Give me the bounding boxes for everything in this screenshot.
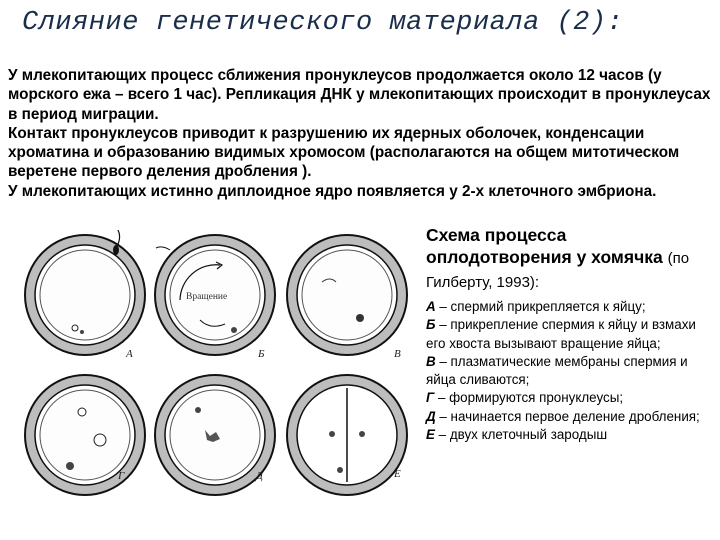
- caption-letter: В: [426, 353, 436, 369]
- panel-a: [20, 230, 150, 360]
- intro-paragraph-2: Контакт пронуклеусов приводит к разрушению их ядерных оболочек, конденсации хроматина и образованию видимых хромосом (располагаются на общем митотическом веретене первого деления дробления ).: [8, 124, 680, 181]
- caption-item: [426, 389, 716, 407]
- caption-text: – спермий прикрепляется к яйцу;: [435, 299, 646, 314]
- caption-source: (по Гилберту, 1993):: [426, 250, 690, 291]
- caption-item: [426, 298, 716, 316]
- panel-c: [282, 230, 412, 360]
- caption-text: – плазматические мембраны спермия и яйца сливаются;: [426, 353, 688, 388]
- page-title: Слияние генетического материала (2):: [22, 8, 624, 38]
- intro-text: [8, 66, 713, 201]
- figure-caption: [426, 224, 716, 444]
- panel-label-g: Г: [118, 470, 125, 482]
- caption-item: [426, 426, 716, 444]
- caption-body: [426, 298, 716, 444]
- panel-label-c: В: [394, 348, 401, 360]
- intro-paragraph-1: У млекопитающих процесс сближения пронуклеусов продолжается около 12 часов (у морского ежа – всего 1 час). Репликация ДНК у млекопитающих происходит в пронуклеусах в период миграции.: [8, 67, 711, 123]
- caption-text: – формируются пронуклеусы;: [434, 390, 624, 406]
- caption-letter: Г: [426, 390, 435, 406]
- panel-label-d: Д: [256, 470, 263, 482]
- intro-paragraph-3: У млекопитающих истинно диплоидное ядро появляется у 2-х клеточного эмбриона.: [8, 182, 657, 200]
- panel-label-e: Е: [394, 468, 401, 480]
- panel-g: [20, 370, 150, 500]
- caption-text: – двух клеточный зародыш: [434, 427, 608, 443]
- caption-heading-text: Схема процесса оплодотворения у хомячка: [426, 225, 663, 267]
- caption-letter: Д: [426, 408, 436, 424]
- caption-heading: [426, 224, 716, 294]
- panel-label-a: А: [126, 348, 133, 360]
- caption-text: – прикрепление спермия к яйцу и взмахи его хвоста вызывают вращение яйца;: [426, 317, 696, 351]
- caption-letter: Е: [426, 427, 435, 443]
- caption-text: – начинается первое деление дробления;: [435, 408, 700, 424]
- panel-label-b: Б: [258, 348, 265, 360]
- caption-letter: Б: [426, 317, 436, 333]
- caption-letter: А: [426, 299, 436, 314]
- caption-item: [426, 316, 716, 353]
- caption-item: [426, 408, 716, 426]
- rotation-label: Вращение: [186, 292, 228, 302]
- panel-e: [282, 370, 412, 500]
- caption-item: [426, 353, 716, 390]
